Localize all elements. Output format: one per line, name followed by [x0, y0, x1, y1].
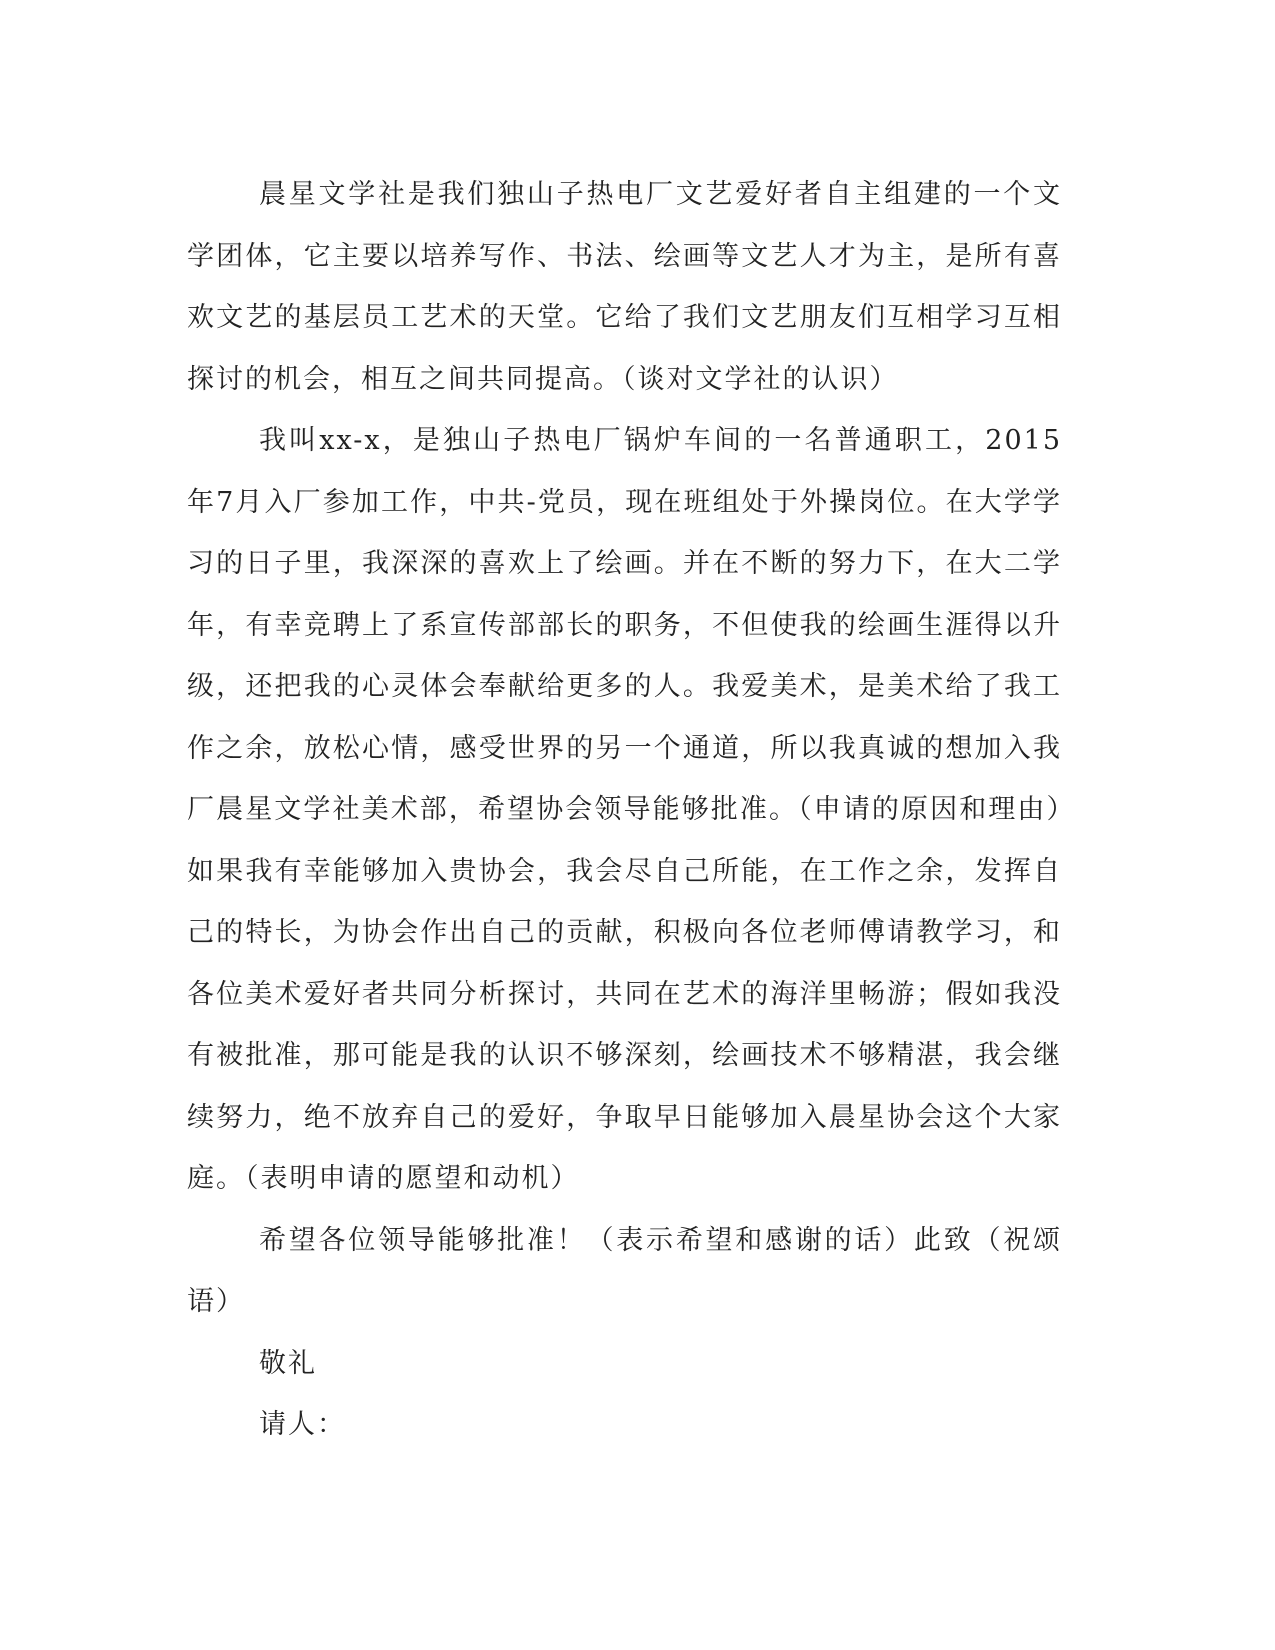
document-body: [187, 164, 1062, 1456]
paragraph-closing: 希望各位领导能够批准！（表示希望和感谢的话）此致（祝颂语）: [187, 1224, 1062, 1317]
salutation: 敬礼: [259, 1347, 317, 1379]
paragraph-intro: 晨星文学社是我们独山子热电厂文艺爱好者自主组建的一个文学团体，它主要以培养写作、书法、绘画等文艺人才为主，是所有喜欢文艺的基层员工艺术的天堂。它给了我们文艺朋友们互相学习互相探讨的机会，相互之间共同提高。（谈对文学社的认识）: [187, 179, 1062, 395]
signature-label: 请人：: [259, 1409, 346, 1440]
paragraph-reason: 我叫xx-x，是独山子热电厂锅炉车间的一名普通职工，2015年7月入厂参加工作，中共-党员，现在班组处于外操岗位。在大学学习的日子里，我深深的喜欢上了绘画。并在不断的努力下，在大二学年，有幸竞聘上了系宣传部部长的职务，不但使我的绘画生涯得以升级，还把我的心灵体会奉献给更多的人。我爱美术，是美术给了我工作之余，放松心情，感受世界的另一个通道，所以我真诚的想加入我厂晨星文学社美术部，希望协会领导能够批准。（申请的原因和理由）如果我有幸能够加入贵协会，我会尽自己所能，在工作之余，发挥自己的特长，为协会作出自己的贡献，积极向各位老师傅请教学习，和各位美术爱好者共同分析探讨，共同在艺术的海洋里畅游；假如我没有被批准，那可能是我的认识不够深刻，绘画技术不够精湛，我会继续努力，绝不放弃自己的爱好，争取早日能够加入晨星协会这个大家庭。（表明申请的愿望和动机）: [187, 425, 1062, 1194]
